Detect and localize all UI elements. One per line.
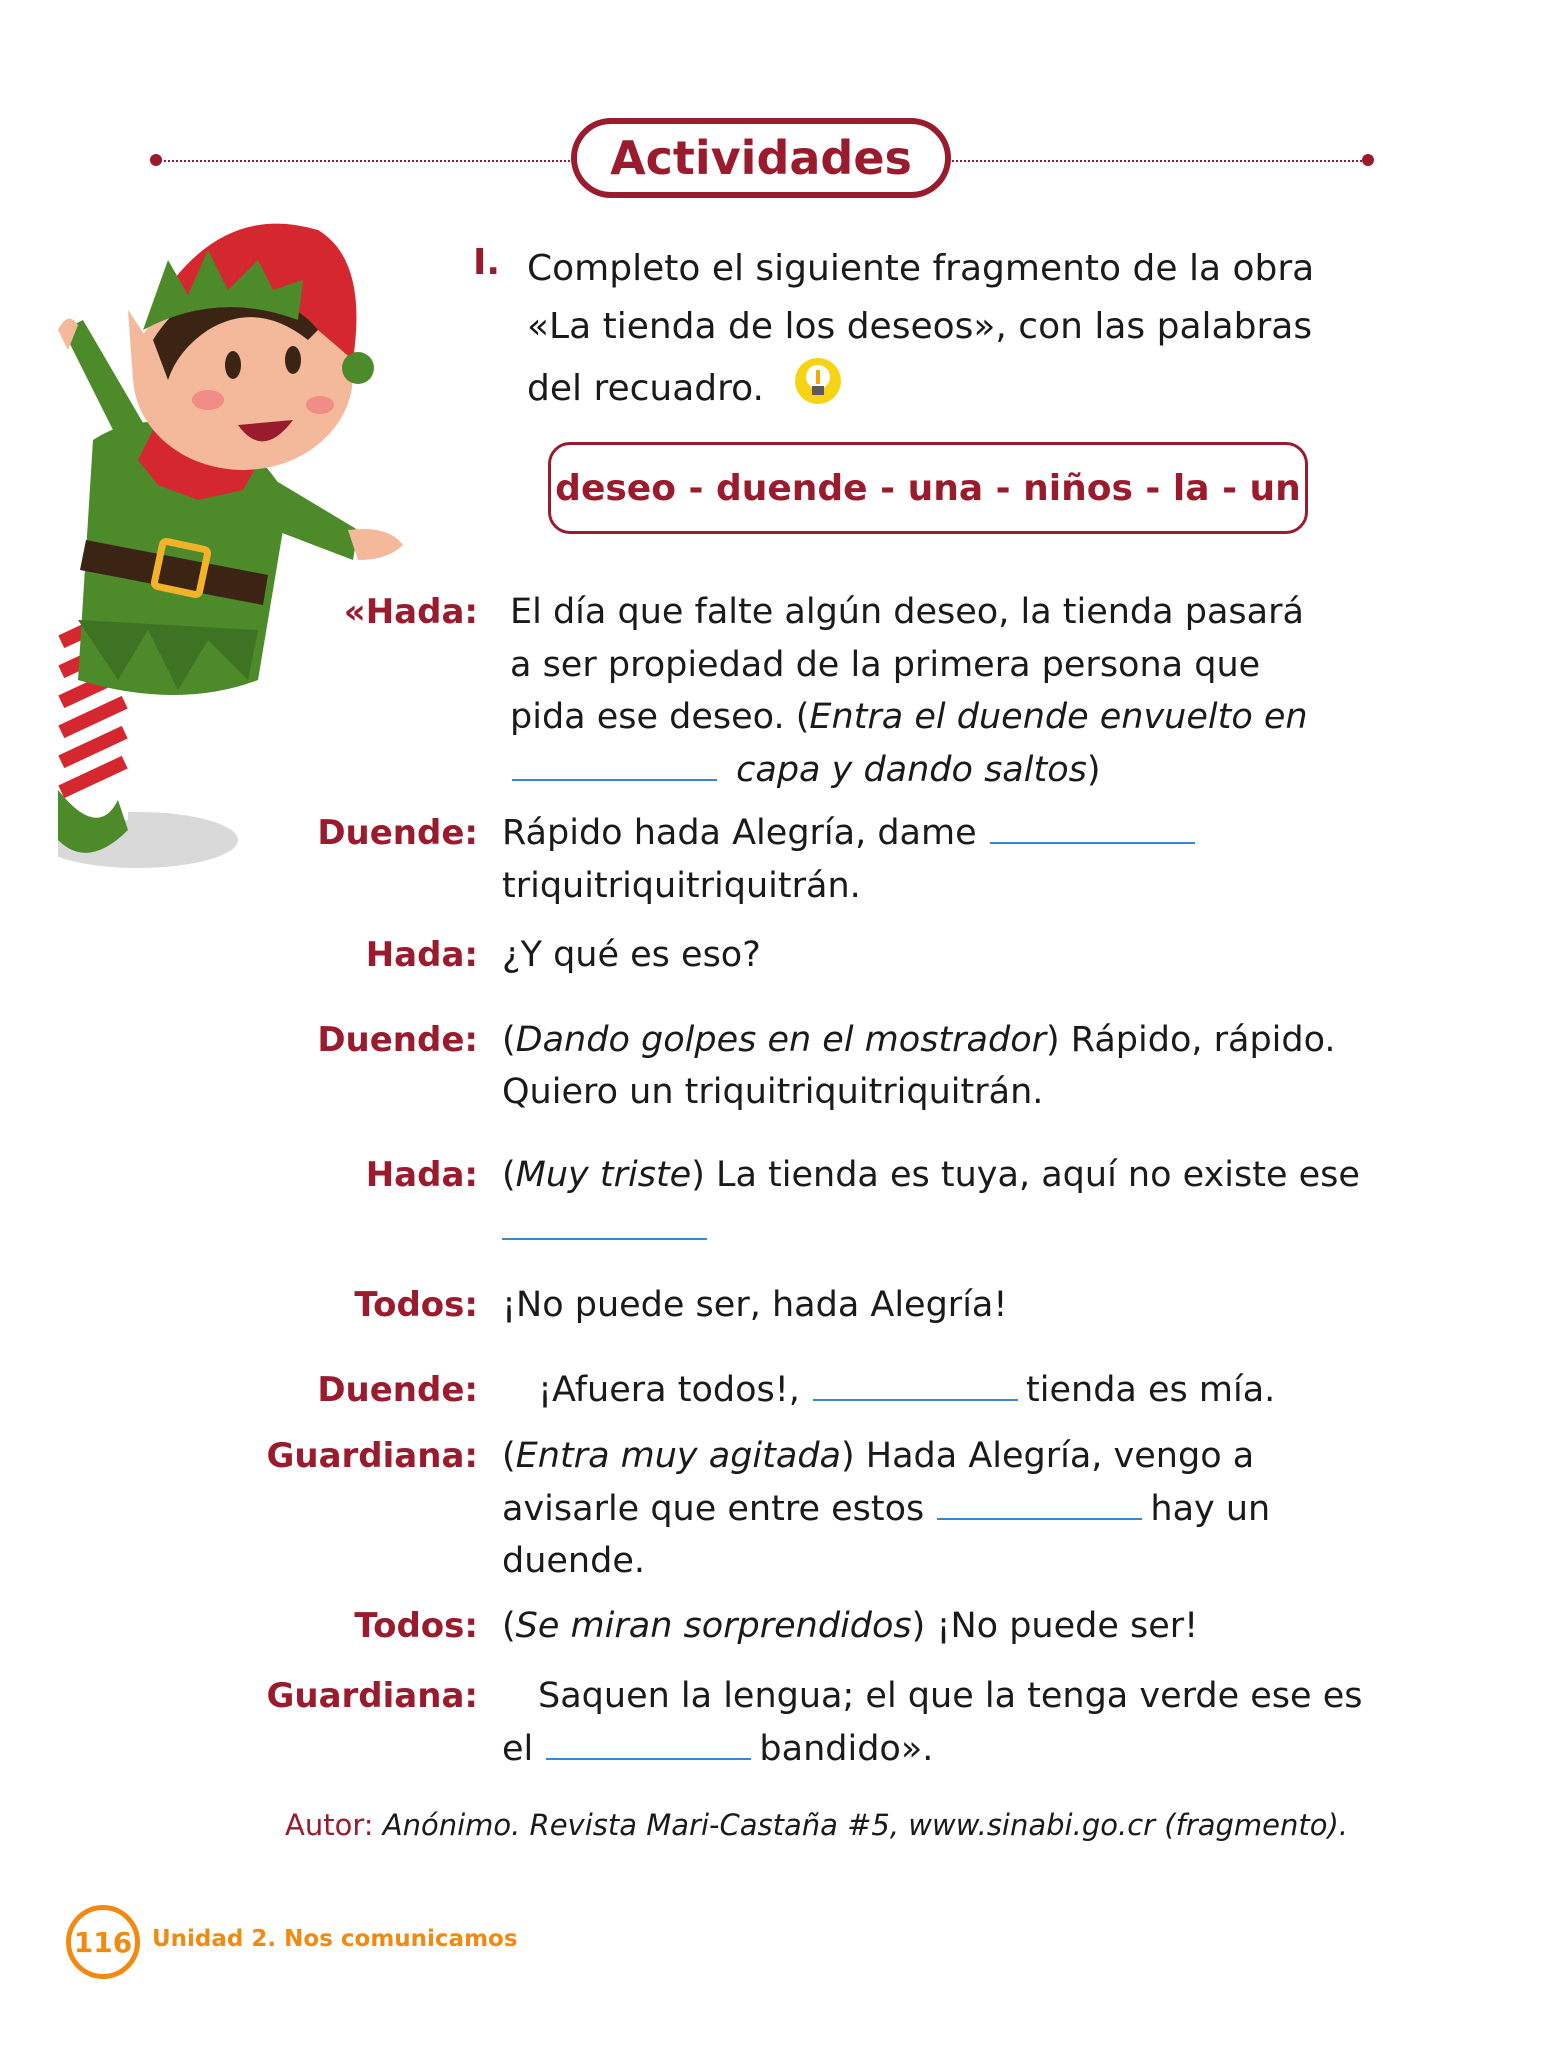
dialogue-text: ¿Y qué es eso? <box>502 935 761 975</box>
speaker-label: Duende: <box>317 813 478 853</box>
dialogue-text: ¡Afuera todos!, tienda es mía. <box>538 1370 1276 1410</box>
dialogue-text: (Dando golpes en el mostrador) Rápido, rápido. <box>502 1020 1336 1060</box>
dialogue-text: avisarle que entre estos hay un <box>502 1489 1271 1529</box>
unit-title: Unidad 2. Nos comunicamos <box>152 1926 518 1952</box>
header-dot-right <box>1362 154 1374 166</box>
speaker-label: Hada: <box>365 1155 478 1195</box>
speaker-label: «Hada: <box>343 592 478 632</box>
dialogue-text: (Entra muy agitada) Hada Alegría, vengo a <box>502 1436 1255 1476</box>
answer-blank[interactable] <box>546 1758 751 1760</box>
answer-blank[interactable] <box>502 1238 707 1240</box>
page-number-badge <box>66 1905 140 1979</box>
dialogue-text: a ser propiedad de la primera persona que <box>510 645 1261 685</box>
instruction-number: I. <box>473 242 501 283</box>
speaker-label: Todos: <box>354 1285 478 1325</box>
lightbulb-icon <box>793 356 843 424</box>
word-box-words: deseo - duende - una - niños - la - un <box>555 467 1301 509</box>
dialogue-text: El día que falte algún deseo, la tienda pasará <box>510 592 1304 632</box>
dialogue-text: (Se miran sorprendidos) ¡No puede ser! <box>502 1606 1199 1646</box>
word-box <box>548 442 1308 534</box>
dialogue-text: (Muy triste) La tienda es tuya, aquí no existe ese <box>502 1155 1360 1195</box>
author-credit: Autor: Anónimo. Revista Mari-Castaña #5, www.sinabi.go.cr (fragmento). <box>285 1808 1349 1842</box>
answer-blank[interactable] <box>937 1518 1142 1520</box>
dialogue-text: capa y dando saltos) <box>510 750 1101 790</box>
header-title-pill <box>571 118 951 198</box>
speaker-label: Guardiana: <box>266 1676 478 1716</box>
dialogue-text: triquitriquitriquitrán. <box>502 866 861 906</box>
elf-illustration <box>58 200 418 890</box>
answer-blank[interactable] <box>512 779 717 781</box>
dialogue-text: Rápido hada Alegría, dame <box>502 813 1203 853</box>
instruction-text: Completo el siguiente fragmento de la obra «La tienda de los deseos», con las palabras del recuadro. <box>527 248 1315 409</box>
header-dotted-line-left <box>157 160 577 162</box>
dialogue-text: Saquen la lengua; el que la tenga verde ese es <box>538 1676 1363 1716</box>
speaker-label: Duende: <box>317 1370 478 1410</box>
answer-blank[interactable] <box>813 1399 1018 1401</box>
dialogue-text: duende. <box>502 1541 645 1581</box>
speaker-label: Guardiana: <box>266 1436 478 1476</box>
speaker-label: Duende: <box>317 1020 478 1060</box>
dialogue-text: ¡No puede ser, hada Alegría! <box>502 1285 1008 1325</box>
speaker-label: Hada: <box>365 935 478 975</box>
answer-blank[interactable] <box>990 842 1195 844</box>
dialogue-text: Quiero un triquitriquitriquitrán. <box>502 1072 1044 1112</box>
header-dotted-line-right <box>945 160 1365 162</box>
instruction-block <box>527 240 1367 424</box>
dialogue-text: el bandido». <box>502 1729 934 1769</box>
header-dot-left <box>150 154 162 166</box>
page-number: 116 <box>73 1925 133 1959</box>
dialogue-text: pida ese deseo. (Entra el duende envuelto en <box>510 697 1308 737</box>
page-title: Actividades <box>610 131 912 185</box>
speaker-label: Todos: <box>354 1606 478 1646</box>
